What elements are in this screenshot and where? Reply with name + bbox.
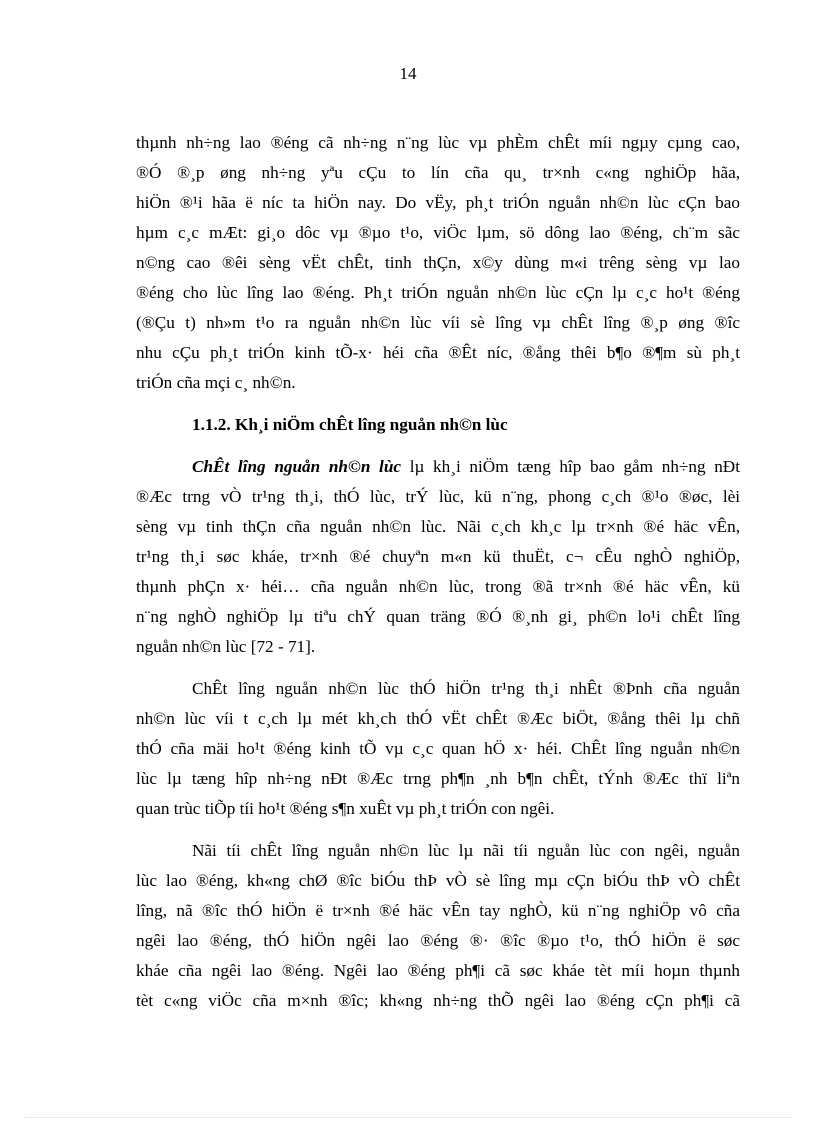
text-line: thµnh phÇn x· héi… cña nguån nh©n lùc, trong ®ã tr×nh ®é häc vÊn, kü (136, 577, 740, 596)
text-line: triÓn cña mçi c¸ nh©n. (136, 373, 296, 392)
text-line: kháe cña ngêi lao ®éng. Ngêi lao ®éng ph¶i cã søc kháe tèt míi hoµn thµnh (136, 961, 740, 980)
text-fragment: lµ kh¸i niÖm tæng hîp bao gåm nh÷ng nÐt (401, 457, 740, 476)
text-line: ChÊt lîng nguån nh©n lùc thÓ hiÖn tr¹ng th¸i nhÊt ®Þnh cña nguån (192, 679, 740, 698)
text-line: quan trùc tiÕp tíi ho¹t ®éng s¶n xuÊt vµ ph¸t triÓn con ngêi. (136, 799, 555, 818)
text-line: sèng vµ tinh thÇn cña nguån nh©n lùc. Nãi c¸ch kh¸c lµ tr×nh ®é häc vÊn, (136, 517, 740, 536)
text-line: ngêi lao ®éng, thÓ hiÖn ngêi lao ®éng ®· ®îc ®µo t¹o, thÓ hiÖn ë søc (136, 931, 740, 950)
text-line: (®Çu t) nh»m t¹o ra nguån nh©n lùc víi sè lîng vµ chÊt lîng ®¸p øng ®îc (136, 313, 740, 332)
paragraph-2 (136, 452, 740, 662)
page-number: 14 (399, 64, 417, 83)
text-line: thµnh nh÷ng lao ®éng cã nh÷ng n¨ng lùc vµ phÈm chÊt míi ngµy cµng cao, (136, 133, 740, 152)
text-line: lùc lao ®éng, kh«ng chØ ®îc biÓu thÞ vÒ sè lîng mµ cÇn biÓu thÞ vÒ chÊt (136, 871, 740, 890)
text-line: tr¹ng th¸i søc kháe, tr×nh ®é chuyªn m«n kü thuËt, c¬ cÊu nghÒ nghiÖp, (136, 547, 740, 566)
text-line: nguån nh©n lùc [72 - 71]. (136, 637, 316, 656)
text-line: tèt c«ng viÖc cña m×nh ®îc; kh«ng nh÷ng thÕ ngêi lao ®éng cÇn ph¶i cã (136, 991, 740, 1010)
text-line: lùc lµ tæng hîp nh÷ng nÐt ®Æc trng ph¶n ¸nh b¶n chÊt, tÝnh ®Æc thï liªn (136, 769, 740, 788)
text-line: n©ng cao ®êi sèng vËt chÊt, tinh thÇn, x©y dùng m«i trêng sèng vµ lao (136, 253, 740, 272)
text-line: ®Æc trng vÒ tr¹ng th¸i, thÓ lùc, trÝ lùc, kü n¨ng, phong c¸ch ®¹o ®øc, lèi (136, 487, 740, 506)
paragraph-4 (136, 836, 740, 1016)
paragraph-1 (136, 128, 740, 398)
text-line: nh©n lùc víi t c¸ch lµ mét kh¸ch thÓ vËt chÊt ®Æc biÖt, ®ång thêi lµ chñ (136, 709, 740, 728)
text-line: hiÖn ®¹i hãa ë níc ta hiÖn nay. Do vËy, ph¸t triÓn nguån nh©n lùc cÇn bao (136, 193, 740, 212)
text-line: ®Ó ®¸p øng nh÷ng yªu cÇu to lín cña qu¸ tr×nh c«ng nghiÖp hãa, (136, 163, 740, 182)
text-line: thÓ cña mäi ho¹t ®éng kinh tÕ vµ c¸c quan hÖ x· héi. ChÊt lîng nguån nh©n (136, 739, 740, 758)
section-heading: 1.1.2. Kh¸i niÖm chÊt lîng nguån nh©n lùc (192, 415, 508, 434)
text-line: lîng, nã ®îc thÓ hiÖn ë tr×nh ®é häc vÊn tay nghÒ, kü n¨ng nghiÖp vô cña (136, 901, 740, 920)
page-bottom-rule (24, 1117, 792, 1118)
paragraph-3 (136, 674, 740, 824)
text-line: hµm c¸c mÆt: gi¸o dôc vµ ®µo t¹o, viÖc lµm, sö dông lao ®éng, ch¨m sãc (136, 223, 740, 242)
text-line: n¨ng nghÒ nghiÖp lµ tiªu chÝ quan träng ®Ó ®¸nh gi¸ ph©n lo¹i chÊt lîng (136, 607, 740, 626)
text-line: ®éng cho lùc lîng lao ®éng. Ph¸t triÓn nguån nh©n lùc cÇn lµ c¸c ho¹t ®éng (136, 283, 740, 302)
document-body (136, 128, 740, 1016)
defined-term: ChÊt lîng nguån nh©n lùc (192, 457, 402, 476)
text-line (136, 452, 740, 482)
text-line: nhu cÇu ph¸t triÓn kinh tÕ-x· héi cña ®Êt níc, ®ång thêi b¶o ®¶m sù ph¸t (136, 343, 740, 362)
text-line: Nãi tíi chÊt lîng nguån nh©n lùc lµ nãi tíi nguån lùc con ngêi, nguån (192, 841, 740, 860)
